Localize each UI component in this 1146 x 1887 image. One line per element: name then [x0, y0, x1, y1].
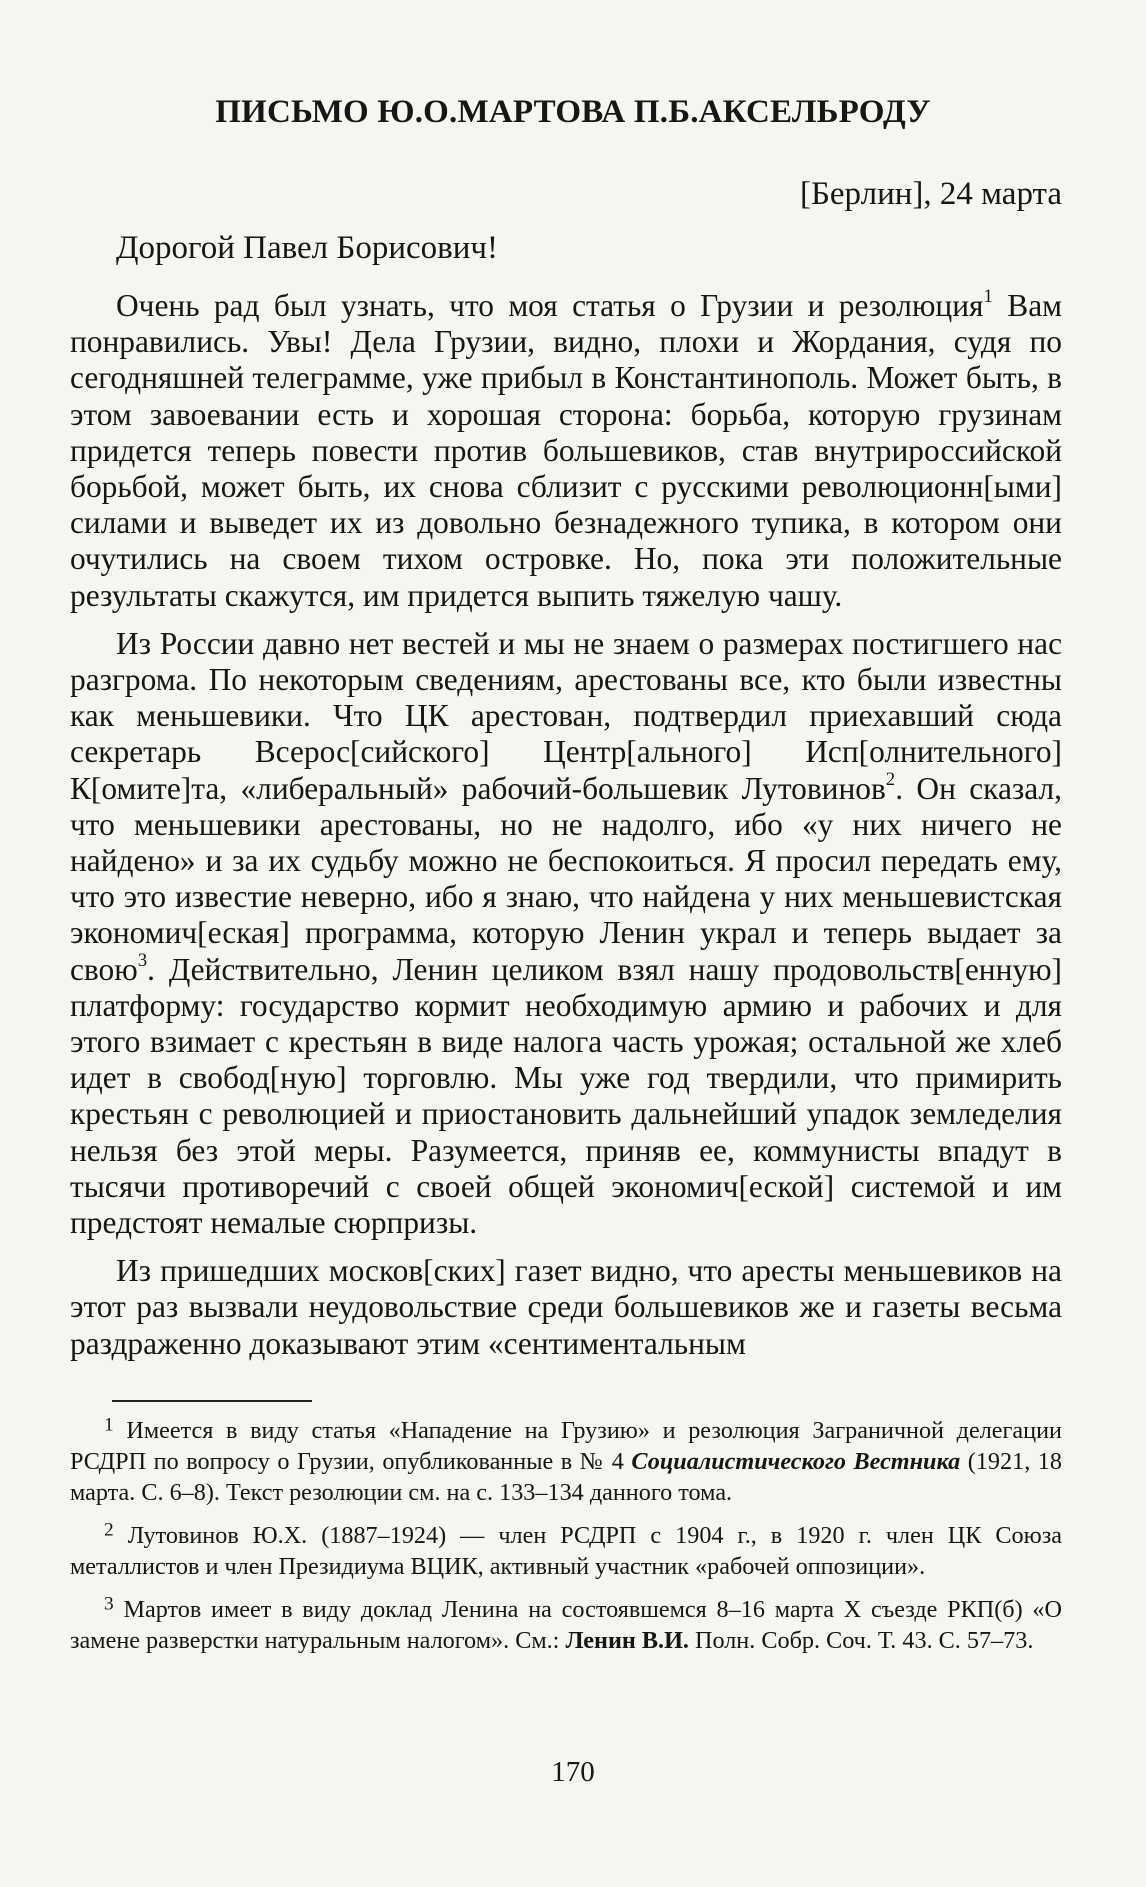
footnote-publication: Социалистического Вестника	[631, 1448, 961, 1475]
letter-body	[70, 285, 1063, 1374]
footnotes	[70, 1415, 1062, 1668]
letter-salutation: Дорогой Павел Борисович!	[116, 230, 498, 266]
footnote-mark: 3	[104, 1593, 114, 1615]
footnote-ref-3: 3	[137, 949, 148, 971]
footnote-1	[70, 1415, 1062, 1508]
letter-title: ПИСЬМО Ю.О.МАРТОВА П.Б.АКСЕЛЬРОДУ	[215, 94, 931, 130]
footnote-2	[70, 1520, 1062, 1582]
footnote-text: Лутовинов Ю.Х. (1887–1924) — член РСДРП с 1904 г., в 1920 г. член ЦК Союза металлистов и член Президиума ВЦИК, активный участник «рабочей оппозиции».	[70, 1522, 1062, 1580]
letter-dateline: [Берлин], 24 марта	[799, 176, 1062, 212]
footnote-text: Имеется в виду статья «Нападение на Грузию» и резолюция Заграничной делегации РСДРП по вопросу о Грузии, опубликованные в № 4	[70, 1417, 1062, 1475]
footnote-ref-1: 1	[983, 285, 993, 307]
page-number: 170	[551, 1756, 595, 1788]
body-paragraph-3: Из пришедших москов[ских] газет видно, что аресты меньшевиков на этот раз вызвали неудовольствие среди большевиков же и газеты весьма раздраженно доказывают этим «сентиментальным	[70, 1253, 1062, 1361]
footnote-text: (1921, 18 марта. С. 6–8). Текст резолюции см. на с. 133–134 данного тома.	[70, 1448, 1062, 1506]
footnote-text: Полн. Собр. Соч. Т. 43. С. 57–73.	[688, 1627, 1034, 1654]
paragraph-text: Очень рад был узнать, что моя статья о Грузии и резолюция	[116, 288, 984, 323]
footnote-ref-2: 2	[885, 768, 896, 790]
paragraph-text: Из России давно нет вестей и мы не знаем о размерах постигшего нас разгрома. По некоторым сведениям, арестованы все, кто были известны как меньшевики. Что ЦК арестован, подтвердил приехавший сюда секретарь Всерос[сийского] Центр[ального] Исп[олнительного] К[омите]та, «либеральный» рабочий-большевик Лутовинов	[70, 625, 1062, 806]
footnote-divider	[112, 1400, 312, 1402]
paragraph-text: Вам понравились. Увы! Дела Грузии, видно, плохи и Жордания, судя по сегодняшней телеграмме, уже прибыл в Константинополь. Может быть, в этом завоевании есть и хорошая сторона: борьба, которую грузинам придется теперь повести против большевиков, став внутрироссийской борьбой, может быть, их снова сблизит с русскими революционн[ыми] силами и выведет их из довольно безнадежного тупика, в котором они очутились на своем тихом островке. Но, пока эти положительные результаты скажутся, им придется выпить тяжелую чашу.	[70, 288, 1062, 613]
body-paragraph-1	[70, 285, 1062, 614]
paragraph-text: . Он сказал, что меньшевики арестованы, но не надолго, ибо «у них ничего не найдено» и за их судьбу можно не беспокоиться. Я просил передать ему, что это известие неверно, ибо я знаю, что найдена у них меньшевистская экономич[еская] программа, которую Ленин украл и теперь выдает за свою	[70, 770, 1063, 987]
footnote-3	[70, 1594, 1062, 1656]
footnote-mark: 2	[104, 1519, 114, 1541]
footnote-author: Ленин В.И.	[565, 1627, 689, 1654]
footnote-mark: 1	[104, 1414, 114, 1436]
footnote-text: Мартов имеет в виду доклад Ленина на состоявшемся 8–16 марта X съезде РКП(б) «О замене разверстки натуральным налогом». См.:	[70, 1596, 1062, 1654]
paragraph-text: . Действительно, Ленин целиком взял нашу продовольств[енную] платформу: государство кормит необходимую армию и рабочих и для этого взимает с крестьян в виде налога часть урожая; остальной же хлеб идет в свобод[ную] торговлю. Мы уже год твердили, что примирить крестьян с революцией и приостановить дальнейший упадок земледелия нельзя без этой меры. Разумеется, приняв ее, коммунисты впадут в тысячи противоречий с своей общей экономич[еской] системой и им предстоят немалые сюрпризы.	[70, 951, 1062, 1241]
body-paragraph-2	[70, 626, 1062, 1241]
